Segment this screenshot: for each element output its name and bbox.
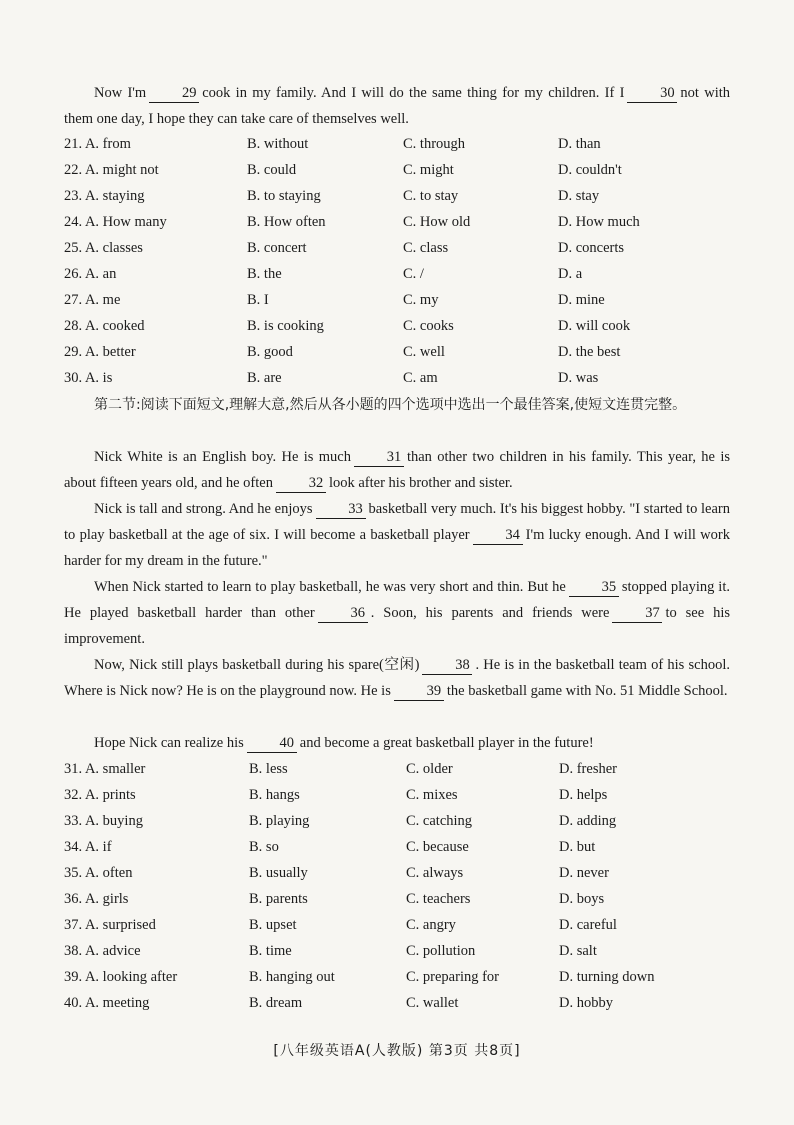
passage-text: Now I'm (94, 85, 147, 101)
blank-33: 33 (316, 500, 366, 519)
option-b: B. less (249, 761, 288, 777)
option-b: B. time (249, 943, 292, 959)
option-d: D. turning down (559, 969, 655, 985)
option-a: 24. A. How many (64, 214, 167, 230)
passage2-paragraph-1 (64, 444, 730, 496)
option-b: B. parents (249, 891, 308, 907)
question-row-40 (64, 990, 744, 1016)
blank-30: 30 (627, 84, 677, 103)
passage-text: Hope Nick can realize his (94, 735, 244, 751)
passage-text: I'm lucky enough. And I will work harder for my dream in the future." (64, 527, 730, 569)
option-d: D. never (559, 865, 609, 881)
passage-text: not with them one day, I hope they can take care of themselves well. (64, 85, 730, 127)
option-b: B. is cooking (247, 318, 324, 334)
question-row-37 (64, 912, 744, 938)
blank-40: 40 (247, 734, 297, 753)
option-a: 32. A. prints (64, 787, 136, 803)
passage-text: When Nick started to learn to play basketball, he was very short and thin. But he (94, 579, 566, 595)
question-row-32 (64, 782, 744, 808)
options-21-30 (64, 131, 744, 391)
question-row-33 (64, 808, 744, 834)
question-row-31 (64, 756, 744, 782)
option-c: C. preparing for (406, 969, 500, 985)
passage2-paragraph-5 (64, 730, 730, 756)
passage2-paragraph-4 (64, 652, 730, 704)
option-c: C. always (406, 865, 464, 881)
option-a: 28. A. cooked (64, 318, 145, 334)
question-row-24 (64, 209, 744, 235)
question-row-28 (64, 313, 744, 339)
question-row-38 (64, 938, 744, 964)
option-a: 23. A. staying (64, 188, 145, 204)
option-b: B. so (249, 839, 279, 855)
option-d: D. hobby (559, 995, 613, 1011)
question-row-23 (64, 183, 744, 209)
options-31-40 (64, 756, 744, 1016)
option-c: C. catching (406, 813, 473, 829)
option-a: 33. A. buying (64, 813, 143, 829)
option-d: D. careful (559, 917, 617, 933)
passage-text: stopped playing it. He played basketball harder than other (64, 579, 730, 621)
option-a: 35. A. often (64, 865, 133, 881)
option-c: C. through (403, 136, 466, 152)
option-d: D. stay (558, 188, 600, 204)
option-b: B. without (247, 136, 309, 152)
option-c: C. well (403, 344, 445, 360)
blank-35: 35 (569, 578, 619, 597)
passage-text: Nick is tall and strong. And he enjoys (94, 501, 313, 517)
option-d: D. the best (558, 344, 621, 360)
page-footer: [八年级英语A(人教版) 第3页 共8页] (273, 1043, 521, 1059)
passage-text: Nick White is an English boy. He is much (94, 449, 351, 465)
option-d: D. mine (558, 292, 605, 308)
option-d: D. boys (559, 891, 605, 907)
option-b: B. upset (249, 917, 297, 933)
option-a: 25. A. classes (64, 240, 143, 256)
option-b: B. are (247, 370, 282, 386)
passage-text: Now, Nick still plays basketball during his spare(空闲) (94, 657, 420, 673)
passage-text: the basketball game with No. 51 Middle School. (446, 683, 728, 699)
option-b: B. How often (247, 214, 326, 230)
option-b: B. usually (249, 865, 308, 881)
option-c: C. mixes (406, 787, 458, 803)
option-a: 34. A. if (64, 839, 112, 855)
option-a: 29. A. better (64, 344, 136, 360)
option-c: C. How old (403, 214, 471, 230)
option-d: D. adding (559, 813, 617, 829)
blank-38: 38 (422, 656, 472, 675)
passage-text: look after his brother and sister. (328, 475, 513, 491)
option-b: B. hangs (249, 787, 300, 803)
option-d: D. a (558, 266, 583, 282)
option-d: D. How much (558, 214, 640, 230)
section2-instruction: 第二节:阅读下面短文,理解大意,然后从各小题的四个选项中选出一个最佳答案,使短文连贯完整。 (94, 397, 687, 413)
option-b: B. could (247, 162, 297, 178)
blank-29: 29 (149, 84, 199, 103)
option-c: C. teachers (406, 891, 471, 907)
option-d: D. will cook (558, 318, 631, 334)
passage-text: than other two children in his family. This year, he is about fifteen years old, and he often (64, 449, 730, 491)
question-row-21 (64, 131, 744, 157)
passage-text: basketball very much. It's his biggest hobby. "I started to learn to play basketball at the age of six. I will become a basketball player (64, 501, 730, 543)
option-a: 31. A. smaller (64, 761, 146, 777)
passage-text: to see his improvement. (64, 605, 730, 647)
option-b: B. the (247, 266, 282, 282)
option-a: 36. A. girls (64, 891, 129, 907)
passage-text: and become a great basketball player in the future! (299, 735, 594, 751)
question-row-36 (64, 886, 744, 912)
passage-text: . Soon, his parents and friends were (370, 605, 610, 621)
option-b: B. dream (249, 995, 303, 1011)
blank-31: 31 (354, 448, 404, 467)
blank-39: 39 (394, 682, 444, 701)
option-c: C. am (403, 370, 438, 386)
option-c: C. / (403, 266, 424, 282)
option-a: 38. A. advice (64, 943, 141, 959)
option-c: C. to stay (403, 188, 459, 204)
question-row-30 (64, 365, 744, 391)
option-b: B. to staying (247, 188, 321, 204)
option-b: B. concert (247, 240, 307, 256)
blank-37: 37 (612, 604, 662, 623)
option-d: D. salt (559, 943, 597, 959)
passage-text: . He is in the basketball team of his school. Where is Nick now? He is on the playground now. He is (64, 657, 730, 699)
option-c: C. angry (406, 917, 456, 933)
option-d: D. was (558, 370, 599, 386)
option-a: 26. A. an (64, 266, 117, 282)
option-c: C. older (406, 761, 453, 777)
option-a: 27. A. me (64, 292, 121, 308)
option-d: D. concerts (558, 240, 625, 256)
option-a: 37. A. surprised (64, 917, 156, 933)
question-row-34 (64, 834, 744, 860)
option-b: B. good (247, 344, 293, 360)
option-a: 39. A. looking after (64, 969, 178, 985)
option-d: D. than (558, 136, 601, 152)
option-a: 30. A. is (64, 370, 113, 386)
option-b: B. I (247, 292, 269, 308)
option-d: D. helps (559, 787, 608, 803)
option-c: C. because (406, 839, 469, 855)
blank-36: 36 (318, 604, 368, 623)
passage2-paragraph-3 (64, 574, 730, 652)
question-row-25 (64, 235, 744, 261)
passage1-ending (64, 80, 730, 132)
question-row-35 (64, 860, 744, 886)
question-row-27 (64, 287, 744, 313)
option-d: D. couldn't (558, 162, 622, 178)
question-row-29 (64, 339, 744, 365)
option-c: C. might (403, 162, 454, 178)
passage-text: cook in my family. And I will do the same thing for my children. If I (202, 85, 625, 101)
option-c: C. my (403, 292, 439, 308)
option-c: C. class (403, 240, 449, 256)
option-a: 40. A. meeting (64, 995, 150, 1011)
option-d: D. fresher (559, 761, 617, 777)
question-row-26 (64, 261, 744, 287)
option-c: C. pollution (406, 943, 476, 959)
question-row-39 (64, 964, 744, 990)
option-c: C. cooks (403, 318, 454, 334)
passage2-paragraph-2 (64, 496, 730, 574)
option-a: 21. A. from (64, 136, 131, 152)
option-a: 22. A. might not (64, 162, 159, 178)
question-row-22 (64, 157, 744, 183)
option-c: C. wallet (406, 995, 459, 1011)
blank-34: 34 (473, 526, 523, 545)
option-d: D. but (559, 839, 596, 855)
blank-32: 32 (276, 474, 326, 493)
option-b: B. playing (249, 813, 310, 829)
option-b: B. hanging out (249, 969, 335, 985)
